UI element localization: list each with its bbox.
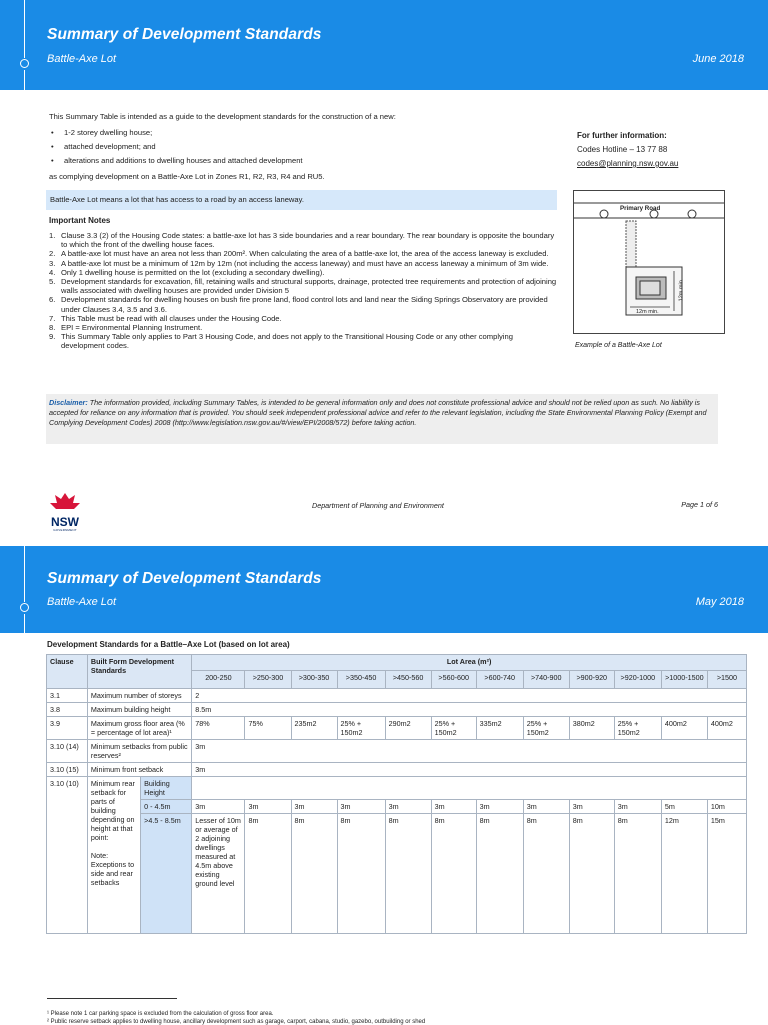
- nsw-logo-text: NSW: [51, 515, 79, 529]
- value-cell: 8m: [569, 814, 614, 934]
- table-row: [47, 703, 747, 717]
- lot-area-cell: >920-1000: [614, 671, 661, 689]
- department-name: Department of Planning and Environment: [312, 501, 444, 510]
- development-standards-table: [46, 654, 747, 934]
- value-cell: 25% + 150m2: [614, 717, 661, 740]
- value-cell: 3m: [192, 763, 747, 777]
- value-cell: 2: [192, 689, 747, 703]
- value-cell: 290m2: [385, 717, 431, 740]
- note-item: 1. Clause 3.3 (2) of the Housing Code states: a battle-axe lot has 3 side boundaries and a rear boundary. The rear boundary is opposite the boundary to which the front of the dwelling house faces.: [49, 231, 555, 250]
- value-cell: 3m: [192, 740, 747, 763]
- lot-area-cell: >450-560: [385, 671, 431, 689]
- value-cell: 8m: [245, 814, 291, 934]
- note-item: 9. This Summary Table only applies to Part 3 Housing Code, and does not apply to the Transitional Housing Code or any other complying development codes.: [49, 332, 513, 351]
- desc-cell: Minimum rear setback for parts of building depending on height at that point: Note: Exceptions to side and rear setbacks: [87, 777, 140, 934]
- lot-area-cell: >900-920: [569, 671, 614, 689]
- important-notes-list: [49, 231, 557, 351]
- header-lot-area: Lot Area (m²): [192, 655, 747, 671]
- lot-area-cell: >1000-1500: [661, 671, 707, 689]
- value-cell: 3m: [431, 800, 476, 814]
- value-cell: 8m: [291, 814, 337, 934]
- table-row: [47, 777, 747, 800]
- table-row: [47, 763, 747, 777]
- value-cell: 3m: [337, 800, 385, 814]
- clause-cell: 3.9: [47, 717, 88, 740]
- diagram-dim-vertical: 12m min.: [678, 278, 685, 302]
- table-row: [47, 800, 747, 814]
- intro-end-text: as complying development on a Battle-Axe Lot in Zones R1, R2, R3, R4 and RU5.: [49, 172, 325, 181]
- diagram-road-label: Primary Road: [620, 205, 661, 212]
- value-cell: 12m: [661, 814, 707, 934]
- page1-date: June 2018: [692, 53, 744, 65]
- table-row: [47, 717, 747, 740]
- bullet-item: • alterations and additions to dwelling houses and attached development: [64, 156, 303, 165]
- header-clause: Clause: [47, 655, 88, 689]
- value-cell: 25% + 150m2: [431, 717, 476, 740]
- table-row: [47, 689, 747, 703]
- desc-cell: Maximum building height: [87, 703, 191, 717]
- building-height-label: Building Height: [141, 777, 192, 800]
- value-cell: 15m: [707, 814, 746, 934]
- value-cell: 3m: [192, 800, 245, 814]
- value-cell: Lesser of 10m or average of 2 adjoining dwellings measured at 4.5m above existing ground level: [192, 814, 245, 934]
- table-header-row: [47, 655, 747, 671]
- value-cell: 335m2: [476, 717, 523, 740]
- disclaimer-label: Disclaimer:: [49, 398, 88, 407]
- value-cell: 25% + 150m2: [337, 717, 385, 740]
- battle-axe-diagram: [573, 190, 725, 334]
- hotline: Codes Hotline – 13 77 88: [577, 145, 668, 154]
- page2-title: Summary of Development Standards: [47, 570, 322, 587]
- value-cell: 8m: [431, 814, 476, 934]
- value-cell: 8.5m: [192, 703, 747, 717]
- value-cell: 8m: [523, 814, 569, 934]
- banner-circle-icon: [20, 59, 29, 68]
- height-band-cell: >4.5 - 8.5m: [141, 814, 192, 934]
- definition-box: [46, 190, 557, 210]
- page1-title: Summary of Development Standards: [47, 26, 322, 43]
- footnote: ¹ Please note 1 car parking space is excluded from the calculation of gross floor area.: [47, 1011, 274, 1017]
- lot-area-cell: >1500: [707, 671, 746, 689]
- page-number: Page 1 of 6: [681, 500, 718, 509]
- value-cell: 8m: [385, 814, 431, 934]
- disclaimer-text: [49, 398, 713, 428]
- value-cell: 8m: [614, 814, 661, 934]
- height-band-cell: 0 - 4.5m: [141, 800, 192, 814]
- lot-area-cell: 200-250: [192, 671, 245, 689]
- value-cell: 10m: [707, 800, 746, 814]
- table-row: [47, 814, 747, 934]
- value-cell: 400m2: [661, 717, 707, 740]
- clause-cell: 3.10 (15): [47, 763, 88, 777]
- desc-cell: Minimum front setback: [87, 763, 191, 777]
- diagram-dim-horizontal: 12m min.: [636, 309, 659, 315]
- notes-heading: Important Notes: [49, 216, 111, 225]
- page2-date: May 2018: [695, 596, 744, 608]
- value-cell: 400m2: [707, 717, 746, 740]
- value-cell: 3m: [476, 800, 523, 814]
- waratah-icon: [47, 491, 83, 511]
- value-cell: 78%: [192, 717, 245, 740]
- note-item: 3. A battle-axe lot must be a minimum of 12m by 12m (not including the access laneway) and must have an access laneway a minimum of 3m wide.: [49, 258, 549, 268]
- footnote-divider: [47, 998, 177, 999]
- table-title: Development Standards for a Battle–Axe Lot (based on lot area): [47, 640, 290, 649]
- disclaimer-box: [46, 394, 718, 444]
- lot-area-cell: >740-900: [523, 671, 569, 689]
- value-cell: 75%: [245, 717, 291, 740]
- info-heading: For further information:: [577, 131, 667, 140]
- info-box: [577, 129, 678, 171]
- page1-subtitle: Battle-Axe Lot: [47, 53, 117, 65]
- nsw-logo: [47, 491, 83, 531]
- note-item: 5. Development standards for excavation, fill, retaining walls and structural supports, drainage, protected tree requirements and protection of adjoining walls associated with dwelling houses are provided under Division 5: [49, 277, 557, 296]
- value-cell: 8m: [476, 814, 523, 934]
- table-row: [47, 740, 747, 763]
- desc-cell: Maximum gross floor area (% = percentage of lot area)¹: [87, 717, 191, 740]
- intro-text: This Summary Table is intended as a guide to the development standards for the construction of a new:: [49, 112, 396, 121]
- clause-cell: 3.10 (14): [47, 740, 88, 763]
- value-cell: 235m2: [291, 717, 337, 740]
- value-cell: 5m: [661, 800, 707, 814]
- lot-area-cell: >300-350: [291, 671, 337, 689]
- page2-subtitle: Battle-Axe Lot: [47, 596, 117, 608]
- bullet-item: • 1-2 storey dwelling house;: [64, 128, 152, 137]
- lot-area-cell: >600-740: [476, 671, 523, 689]
- note-item: 6. Development standards for dwelling houses on bush fire prone land, flood control lots and land near the Siding Springs Observatory are provided under Clauses 3.4, 3.5 and 3.6.: [49, 295, 548, 314]
- lot-area-cell: >560-600: [431, 671, 476, 689]
- nsw-logo-subtext: GOVERNMENT: [53, 528, 77, 532]
- note-item: 2. A battle-axe lot must have an area not less than 200m². When calculating the area of a battle-axe lot, the area of the access laneway is excluded.: [49, 249, 549, 259]
- banner-circle-icon: [20, 603, 29, 612]
- clause-cell: 3.8: [47, 703, 88, 717]
- value-cell: 3m: [291, 800, 337, 814]
- value-cell: 3m: [245, 800, 291, 814]
- clause-cell: 3.10 (10): [47, 777, 88, 934]
- desc-cell: Minimum setbacks from public reserves²: [87, 740, 191, 763]
- footnote: ² Public reserve setback applies to dwelling house, ancillary development such as garage, carport, cabana, studio, gazebo, outbuilding or shed: [47, 1019, 426, 1025]
- definition-text: Battle-Axe Lot means a lot that has access to a road by an access laneway.: [50, 195, 304, 204]
- note-item: 4. Only 1 dwelling house is permitted on the lot (excluding a secondary dwelling).: [49, 267, 325, 277]
- value-cell: 3m: [569, 800, 614, 814]
- value-cell: 3m: [614, 800, 661, 814]
- page2-header-banner: [0, 546, 768, 633]
- value-cell: 3m: [385, 800, 431, 814]
- value-cell: 25% + 150m2: [523, 717, 569, 740]
- lot-area-cell: >250-300: [245, 671, 291, 689]
- clause-cell: 3.1: [47, 689, 88, 703]
- disclaimer-body: The information provided, including Summary Tables, is intended to be general information only and does not constitute professional advice and should not be relied upon as such. No liability is accepted for reliance on any information that is provided. You should seek independent professional advice and refer to the relevant legislation, including the State Environmental Planning Policy (Exempt and Complying Development Codes) 2008 (http://www.legislation.nsw.gov.au/#/view/EPI/2008/572) before taking action.: [49, 398, 707, 427]
- diagram-caption: Example of a Battle-Axe Lot: [575, 342, 662, 349]
- note-item: 8. EPI = Environmental Planning Instrument.: [49, 323, 203, 333]
- page1-header-banner: [0, 0, 768, 90]
- email-link[interactable]: codes@planning.nsw.gov.au: [577, 159, 679, 168]
- bullet-item: • attached development; and: [64, 142, 156, 151]
- lot-area-cell: >350-450: [337, 671, 385, 689]
- desc-cell: Maximum number of storeys: [87, 689, 191, 703]
- header-built-form: Built Form Development Standards: [87, 655, 191, 689]
- value-cell: 8m: [337, 814, 385, 934]
- value-cell: 3m: [523, 800, 569, 814]
- value-cell: 380m2: [569, 717, 614, 740]
- note-item: 7. This Table must be read with all clauses under the Housing Code.: [49, 313, 282, 323]
